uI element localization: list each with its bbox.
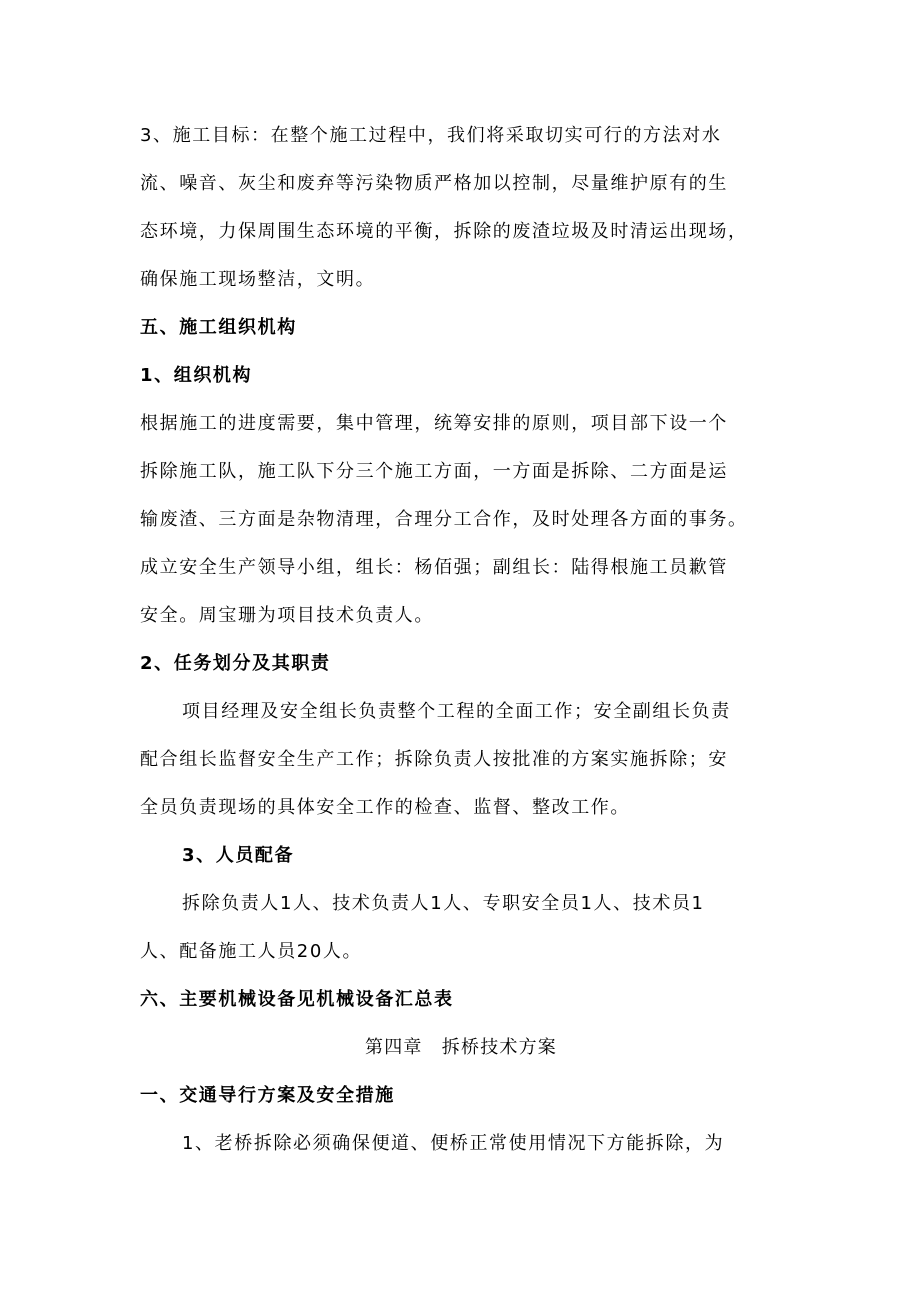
section-heading: 五、施工组织机构 xyxy=(140,317,297,338)
paragraph-line: 1、老桥拆除必须确保便道、便桥正常使用情况下方能拆除，为 xyxy=(182,1133,725,1154)
chapter-title: 第四章 拆桥技术方案 xyxy=(365,1037,557,1058)
subsection-heading: 1、组织机构 xyxy=(140,365,253,386)
subsection-heading: 2、任务划分及其职责 xyxy=(140,653,331,674)
paragraph-line: 配合组长监督安全生产工作；拆除负责人按批准的方案实施拆除；安 xyxy=(140,749,728,770)
paragraph-line: 拆除施工队，施工队下分三个施工方面，一方面是拆除、二方面是运 xyxy=(140,461,728,482)
paragraph-line: 流、噪音、灰尘和废弃等污染物质严格加以控制，尽量维护原有的生 xyxy=(140,173,728,194)
paragraph-line: 项目经理及安全组长负责整个工程的全面工作；安全副组长负责 xyxy=(182,701,731,722)
subsection-heading: 3、人员配备 xyxy=(182,845,295,866)
paragraph-line: 根据施工的进度需要，集中管理，统筹安排的原则，项目部下设一个 xyxy=(140,413,728,434)
paragraph-line: 拆除负责人1人、技术负责人1人、专职安全员1人、技术员1 xyxy=(182,893,705,914)
section-heading: 六、主要机械设备见机械设备汇总表 xyxy=(140,989,454,1010)
paragraph-line: 态环境，力保周围生态环境的平衡，拆除的废渣垃圾及时清运出现场， xyxy=(140,221,748,242)
paragraph-line: 成立安全生产领导小组，组长：杨佰强；副组长：陆得根施工员歉管 xyxy=(140,557,728,578)
section-heading: 一、交通导行方案及安全措施 xyxy=(140,1085,395,1106)
paragraph-line: 确保施工现场整洁，文明。 xyxy=(140,269,376,290)
paragraph-line: 人、配备施工人员20人。 xyxy=(140,941,363,962)
paragraph-line: 输废渣、三方面是杂物清理，合理分工合作，及时处理各方面的事务。 xyxy=(140,509,748,530)
paragraph-line: 3、施工目标：在整个施工过程中，我们将采取切实可行的方法对水 xyxy=(140,125,722,146)
paragraph-line: 全员负责现场的具体安全工作的检查、监督、整改工作。 xyxy=(140,797,630,818)
paragraph-line: 安全。周宝珊为项目技术负责人。 xyxy=(140,605,434,626)
